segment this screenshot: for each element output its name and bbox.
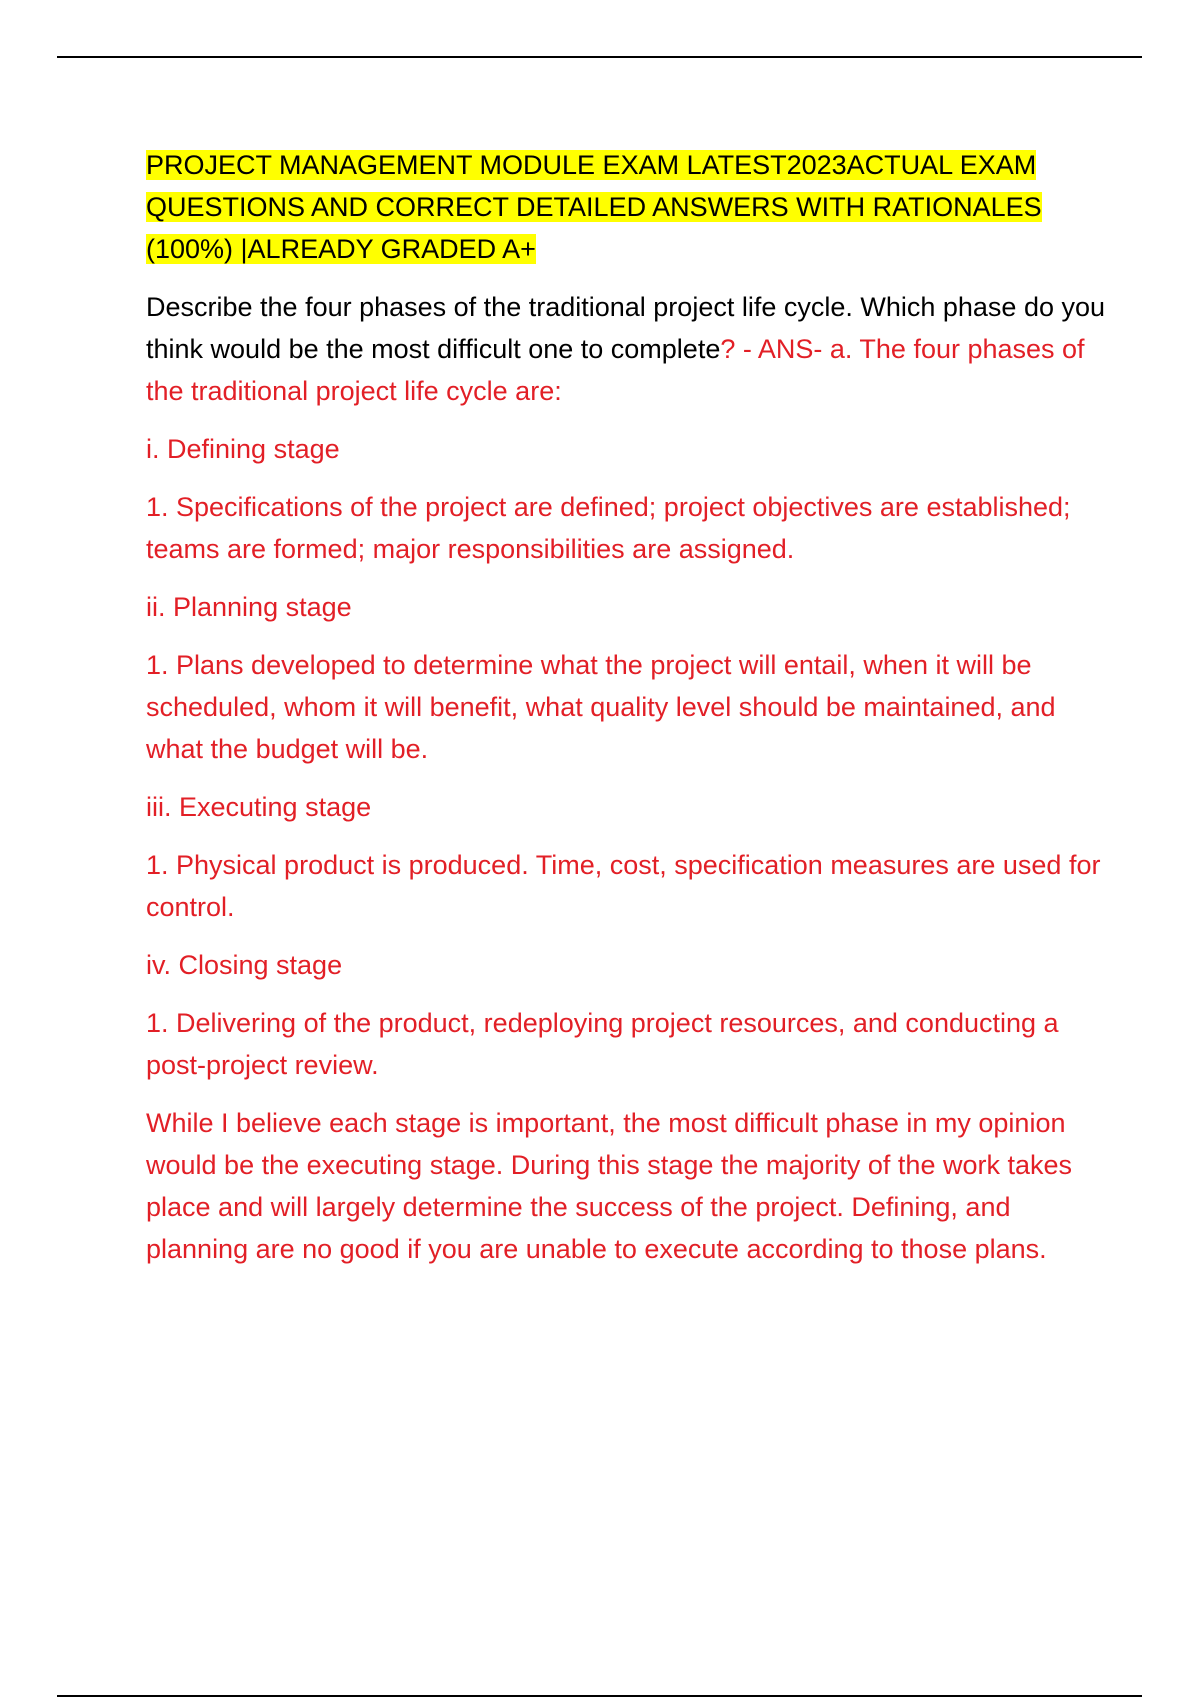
stage-heading-defining: i. Defining stage (146, 434, 340, 464)
title-line-2: QUESTIONS AND CORRECT DETAILED ANSWERS WITH RATIONALES (146, 192, 1042, 222)
conclusion-paragraph: While I believe each stage is important, the most difficult phase in my opinion would be the executing stage. During this stage the majority of the work takes place and will largely determine the success of the project. Defining, and planning are no good if you are unable to execute according to those plans. (146, 1108, 1073, 1264)
stage-detail-planning: 1. Plans developed to determine what the project will entail, when it will be scheduled, whom it will benefit, what quality level should be maintained, and what the budget will be. (146, 650, 1056, 764)
stage-heading-executing: iii. Executing stage (146, 792, 372, 822)
top-rule (57, 56, 1142, 58)
question-paragraph (146, 286, 1106, 412)
stage-heading-planning: ii. Planning stage (146, 592, 352, 622)
document-title (146, 144, 1106, 270)
answer-marker: ? - ANS- (720, 334, 823, 364)
stage-heading-closing: iv. Closing stage (146, 950, 343, 980)
answer-intro: a. The four phases of the traditional project life cycle are: (146, 334, 1085, 406)
title-line-3: (100%) |ALREADY GRADED A+ (146, 234, 536, 264)
question-text: Describe the four phases of the traditional project life cycle. Which phase do you think would be the most difficult one to complete (146, 292, 1106, 364)
stage-detail-closing: 1. Delivering of the product, redeploying project resources, and conducting a post-project review. (146, 1008, 1059, 1080)
stage-detail-defining: 1. Specifications of the project are defined; project objectives are established; teams are formed; major responsibilities are assigned. (146, 492, 1071, 564)
stage-detail-executing: 1. Physical product is produced. Time, cost, specification measures are used for control. (146, 850, 1101, 922)
document-body (146, 144, 1106, 1270)
title-line-1: PROJECT MANAGEMENT MODULE EXAM LATEST2023ACTUAL EXAM (146, 150, 1037, 180)
bottom-rule (57, 1695, 1142, 1697)
